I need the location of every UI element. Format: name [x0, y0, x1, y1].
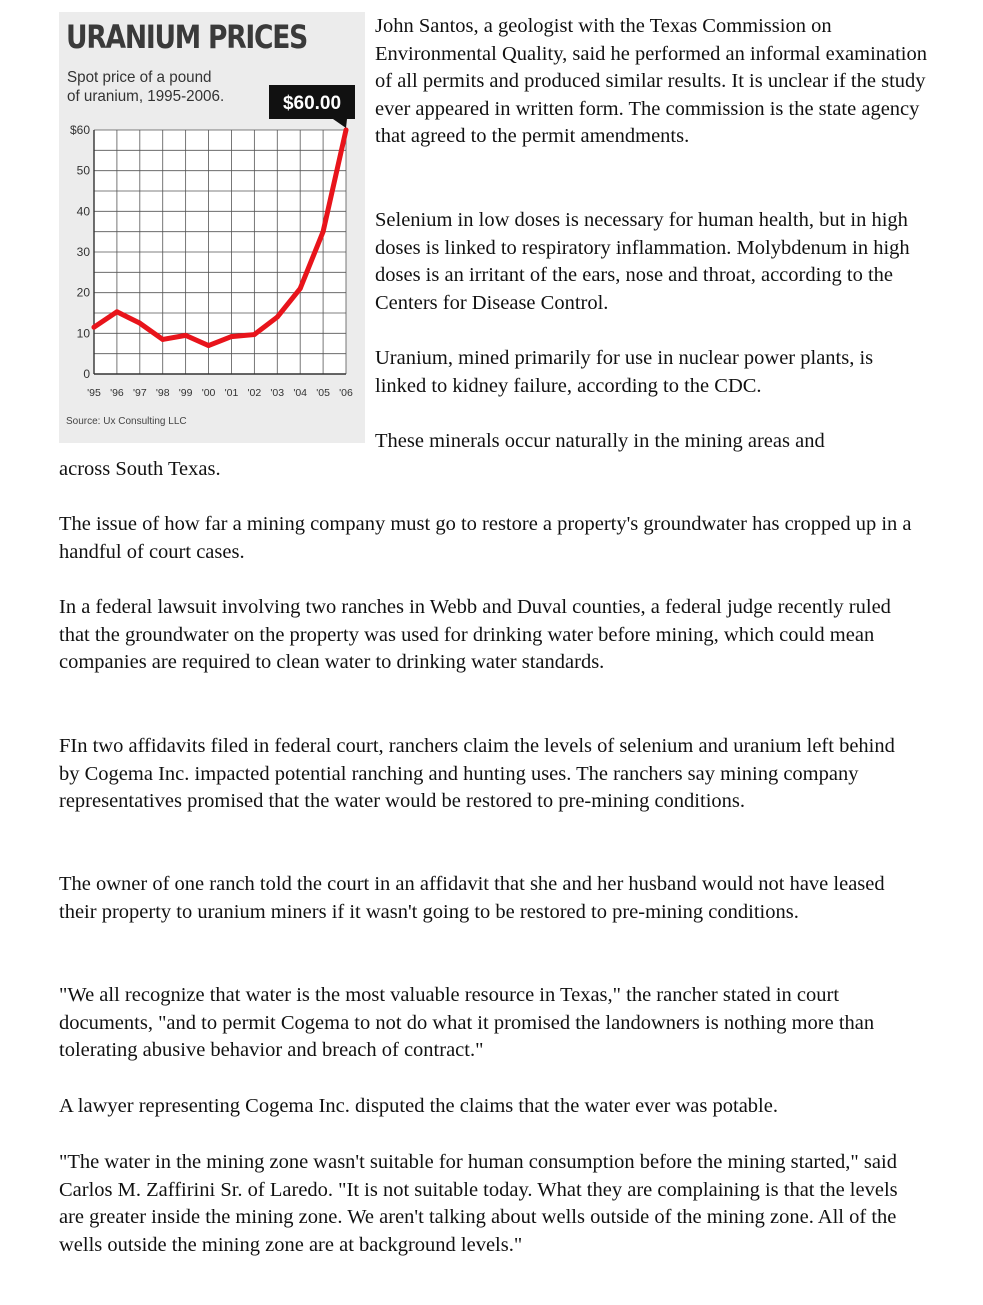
callout-pointer [333, 119, 347, 128]
paragraph-restore-issue: The issue of how far a mining company must go to restore a property's groundwater has cropped up in a handful of court cases. [59, 513, 912, 563]
x-tick-label: '05 [316, 387, 330, 399]
data-point [137, 321, 142, 326]
y-tick-label: $60 [69, 123, 90, 137]
data-point [298, 286, 303, 291]
data-point [115, 309, 120, 314]
callout-label: $60.00 [282, 93, 342, 114]
y-tick-label: 50 [76, 163, 90, 178]
x-tick-label: '01 [224, 387, 239, 399]
paragraph-ranch-owner: The owner of one ranch told the court in an affidavit that she and her husband would not have leased their property to uranium miners if it wasn't going to be restored to pre-mining conditions. [59, 873, 885, 923]
x-tick-label: '97 [132, 387, 147, 399]
chart-title: URANIUM PRICES [66, 18, 308, 56]
paragraph-lawyer: A lawyer representing Cogema Inc. disputed the claims that the water ever was potable. [59, 1095, 778, 1117]
chart-source: Source: Ux Consulting LLC [66, 416, 187, 427]
chart-subtitle: Spot price of a pound of uranium, 1995-2006. [67, 69, 225, 105]
data-point [183, 333, 188, 338]
data-point [206, 343, 211, 348]
paragraph-affidavits: FIn two affidavits filed in federal court, ranchers claim the levels of selenium and uranium left behind by Cogema Inc. impacted potential ranching and hunting uses. The ranchers say mining company representatives promised that the water would be restored to pre-mining conditions. [59, 735, 895, 812]
paragraph-minerals-line1: These minerals occur naturally in the mining areas and [375, 430, 825, 452]
data-point [321, 229, 326, 234]
chart-plot [59, 12, 365, 443]
x-tick-label: '96 [110, 387, 124, 399]
paragraph-zaffirini-quote: "The water in the mining zone wasn't suitable for human consumption before the mining started," said Carlos M. Zaffirini Sr. of Laredo. "It is not suitable today. What they are complaining is that the levels are greater inside the mining zone. We aren't talking about wells outside of the mining zone. All of the wells outside the mining zone are at background levels." [59, 1151, 898, 1256]
x-tick-label: '04 [293, 387, 308, 399]
x-tick-label: '98 [155, 387, 170, 399]
x-tick-label: '06 [339, 387, 353, 399]
paragraph-minerals-line2: across South Texas. [59, 458, 221, 480]
y-tick-label: 30 [76, 245, 90, 259]
y-tick-label: 0 [83, 367, 90, 381]
data-point [160, 337, 165, 342]
data-point [252, 332, 257, 337]
y-tick-label: 20 [76, 285, 90, 300]
paragraph-uranium-cdc: Uranium, mined primarily for use in nuclear power plants, is linked to kidney failure, according to the CDC. [375, 347, 874, 397]
paragraph-selenium: Selenium in low doses is necessary for human health, but in high doses is linked to respiratory inflammation. Molybdenum in high doses is an irritant of the ears, nose and throat, according to the Centers for Disease Control. [375, 209, 910, 314]
y-tick-label: 40 [76, 204, 90, 219]
x-tick-label: '02 [247, 387, 262, 399]
paragraph-federal-lawsuit: In a federal lawsuit involving two ranches in Webb and Duval counties, a federal judge recently ruled that the groundwater on the property was used for drinking water before mining, which could mean companies are required to clean water to drinking water standards. [59, 596, 891, 673]
data-point [344, 128, 349, 133]
data-point [92, 325, 97, 330]
data-point [229, 334, 234, 339]
y-tick-label: 10 [76, 326, 90, 341]
data-point [275, 315, 280, 320]
paragraph-rancher-quote: "We all recognize that water is the most valuable resource in Texas," the rancher stated in court documents, "and to permit Cogema to not do what it promised the landowners is nothing more than tolerating abusive behavior and breach of contract." [59, 984, 875, 1061]
x-tick-label: '99 [178, 387, 193, 399]
x-tick-label: '03 [270, 387, 285, 399]
uranium-price-chart [59, 12, 365, 443]
x-tick-label: '95 [87, 387, 101, 399]
x-tick-label: '00 [201, 387, 216, 399]
paragraph-santos: John Santos, a geologist with the Texas Commission on Environmental Quality, said he performed an informal examination of all permits and produced similar results. It is unclear if the study ever appeared in written form. The commission is the state agency that agreed to the permit amendments. [375, 15, 927, 147]
